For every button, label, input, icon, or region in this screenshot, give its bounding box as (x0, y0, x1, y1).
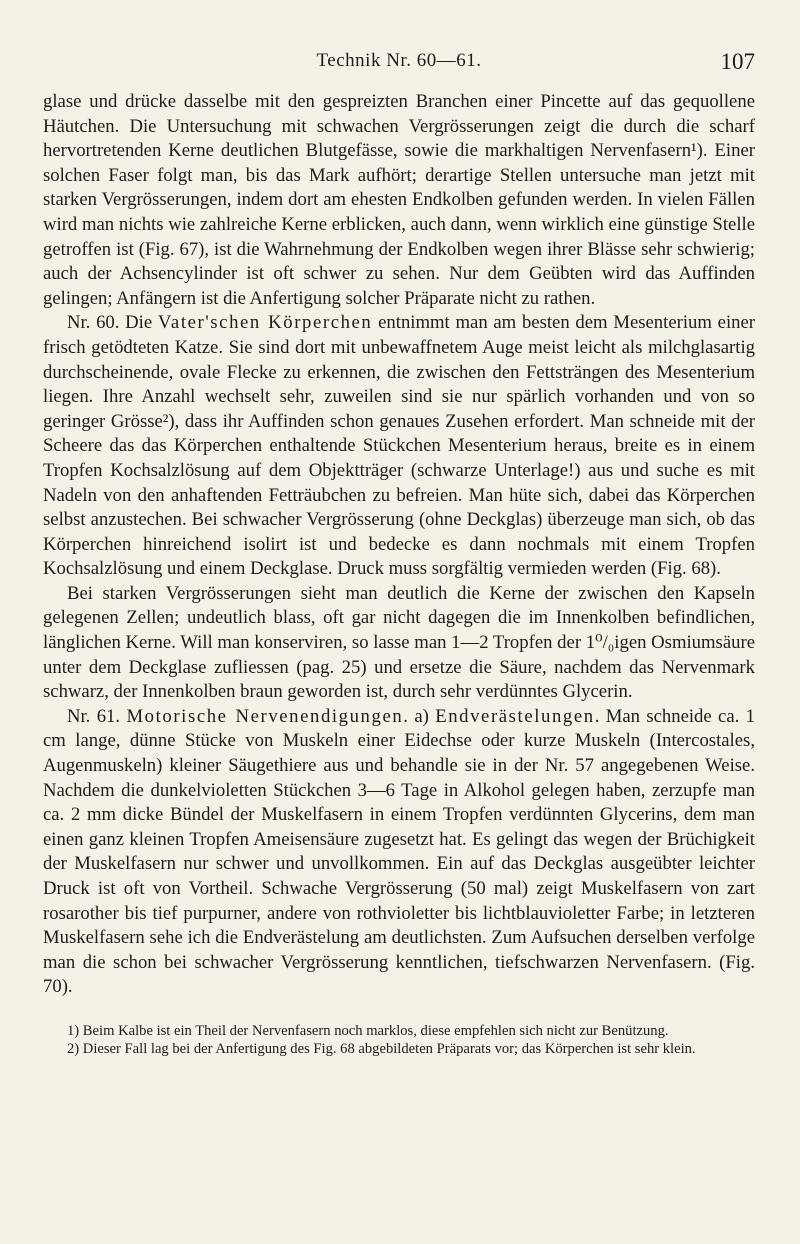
section-heading-motorische-nervenendigungen: Motorische Nervenendigungen (126, 705, 404, 727)
paragraph-nr-60 (43, 311, 755, 582)
page-number: 107 (720, 49, 755, 74)
paragraph-text: entnimmt man am besten dem Mesenterium einer frisch getödteten Katze. Sie sind dort mit unbewaffnetem Auge meist leicht als milchglasartig durchscheinende, ovale Flecke zu erkennen, die zwischen den Fettsträngen des Mesenterium liegen. Ihre Anzahl wechselt sehr, zuweilen sind sie nur spärlich vorhanden und von so geringer Grösse²), dass ihr Auffinden schon genaues Zusehen erfordert. Man schneide mit der Scheere das das Körperchen enthaltende Stückchen Mesenterium heraus, breite es in einem Tropfen Kochsalzlösung auf dem Objektträger (schwarze Unterlage!) aus und suche es mit Nadeln von den anhaftenden Fetträubchen zu befreien. Man hüte sich, dabei das Körperchen selbst anzustechen. Bei schwacher Vergrösserung (ohne Deckglas) überzeuge man sich, ob das Körperchen hinreichend isolirt ist und bedecke es dann nochmals mit einem Tropfen Kochsalzlösung und einem Deckglase. Druck muss sorgfältig vermieden werden (Fig. 68). (43, 312, 756, 580)
section-number-61: Nr. 61. (67, 705, 127, 727)
paragraph-1: glase und drücke dasselbe mit den gespreizten Branchen einer Pincette auf das gequollene Häutchen. Die Untersuchung mit schwachen Vergrösserungen zeigt die durch die scharf hervortretenden Kerne deutlichen Blutgefässe, sowie die markhaltigen Nervenfasern¹). Einer solchen Faser folgt man, bis das Mark aufhört; derartige Stellen untersuche man jetzt mit starken Vergrösserungen, indem dort am ehesten Endkolben gefunden werden. In vielen Fällen wird man nichts wie zahlreiche Kerne erblicken, auch dann, wenn wirklich eine günstige Stelle getroffen ist (Fig. 67), ist die Wahrnehmung der Endkolben wegen ihrer Blässe sehr schwierig; auch der Achsencylinder ist oft schwer zu sehen. Nur dem Geübten wird das Auffinden gelingen; Anfängern ist die Anfertigung solcher Präparate nicht zu rathen. (43, 91, 755, 309)
section-number-60: Nr. 60. Die (67, 312, 158, 334)
footnotes (43, 1022, 755, 1058)
section-heading-vater-koerperchen: Vater'schen Körperchen (157, 312, 373, 334)
paragraph-3: Bei starken Vergrösserungen sieht man deutlich die Kerne der zwischen den Kapseln gelegenen Zellen; undeutlich blass, oft gar nicht dagegen die im Innenkolben befindlichen, länglichen Kerne. Will man konserviren, so lasse man 1—2 Tropfen der 1⁰/₀igen Osmiumsäure unter dem Deckglase zufliessen (pag. 25) und ersetze die Säure, nachdem das Nervenmark schwarz, der Innenkolben braun geworden ist, durch sehr verdünntes Glycerin. (43, 582, 755, 703)
running-header (43, 50, 755, 80)
paragraph-text: . Man schneide ca. 1 cm lange, dünne Stücke von Muskeln einer Eidechse oder kurze Muskeln (Intercostales, Augenmuskeln) kleiner Säugethiere aus und behandle sie in der Nr. 57 angegebenen Weise. Nachdem die dunkelvioletten Stückchen 3—6 Tage in Alkohol gelegen haben, zerzupfe man ca. 2 mm dicke Bündel der Muskelfasern in einem Tropfen verdünnten Glycerins, dem man einen ganz kleinen Tropfen Ameisensäure zugesetzt hat. Es gelingt das wegen der Brüchigkeit der Muskelfasern nur schwer und unvollkommen. Ein auf das Deckglas ausgeübter leichter Druck ist oft von Vortheil. Schwache Vergrösserung (50 mal) zeigt Muskelfasern von zart rosarother bis tief purpurner, andere von rothvioletter bis lichtblauvioletter Farbe; in letzteren Muskelfasern sehe ich die Endverästelung am deutlichsten. Zum Aufsuchen derselben verfolge man die schon bei schwacher Vergrösserung kenntlichen, tiefschwarzen Nervenfasern. (Fig. 70). (43, 705, 756, 998)
paragraph-nr-61 (43, 705, 755, 1000)
heading-separator: . a) (403, 705, 436, 727)
footnote-1: 1) Beim Kalbe ist ein Theil der Nervenfasern noch marklos, diese empfehlen sich nicht zur Benützung. (67, 1022, 669, 1039)
header-title: Technik Nr. 60—61. (316, 50, 482, 71)
book-page (43, 50, 755, 1058)
footnote-2: 2) Dieser Fall lag bei der Anfertigung des Fig. 68 abgebildeten Präparats vor; das Körperchen ist sehr klein. (67, 1041, 696, 1058)
body-text (43, 90, 755, 1000)
subsection-heading-endverastelungen: Endverästelungen (435, 705, 595, 727)
